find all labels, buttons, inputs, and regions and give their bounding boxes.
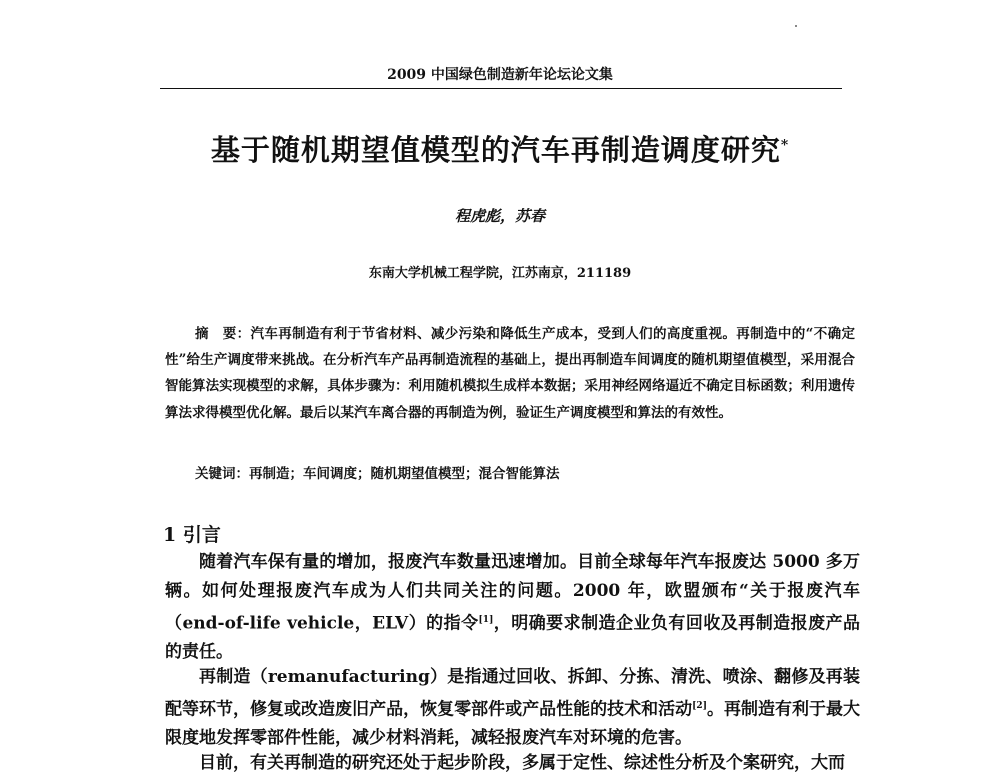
paragraph-text: 再制造（remanufacturing）是指通过回收、拆卸、分拣、清洗、喷涂、翻修及再装配等环节，修复或改造废旧产品，恢复零部件或产品性能的技术和活动 — [165, 667, 860, 720]
abstract-label: 摘 要： — [195, 326, 251, 342]
running-header: 2009 中国绿色制造新年论坛论文集 — [387, 67, 613, 83]
title-text: 基于随机期望值模型的汽车再制造调度研究 — [210, 133, 781, 167]
paragraph — [165, 548, 860, 667]
abstract-text: 汽车再制造有利于节省材料、减少污染和降低生产成本，受到人们的高度重视。再制造中的“不确定性”给生产调度带来挑战。在分析汽车产品再制造流程的基础上，提出再制造车间调度的随机期望值模型，采用混合智能算法实现模型的求解，具体步骤为：利用随机模拟生成样本数据；采用神经网络逼近不确定目标函数；利用遗传算法求得模型优化解。最后以某汽车离合器的再制造为例，验证生产调度模型和算法的有效性。 — [165, 326, 856, 421]
citation: [2] — [692, 700, 707, 711]
abstract — [165, 321, 855, 426]
title-footnote-mark: * — [780, 137, 790, 154]
paragraph-text: 随着汽车保有量的增加，报废汽车数量迅速增加。目前全球每年汽车报废达 5000 多万辆。如何处理报废汽车成为人们共同关注的问题。2000 年，欧盟颁布“关于报废汽车（end-of-life vehicle，ELV）的指令 — [165, 552, 860, 634]
paper-title — [160, 128, 840, 169]
affiliation: 东南大学机械工程学院，江苏南京，211189 — [368, 266, 632, 281]
paragraph — [165, 663, 860, 753]
authors: 程虎彪，苏春 — [454, 207, 545, 225]
header-rule — [160, 88, 842, 89]
citation: [1] — [478, 614, 494, 625]
scan-speck — [795, 25, 797, 27]
paragraph: 目前，有关再制造的研究还处于起步阶段，多属于定性、综述性分析及个案研究，大而 — [199, 753, 845, 773]
keywords — [195, 462, 560, 482]
section-heading: 1 引言 — [163, 524, 221, 546]
keywords-text: 再制造；车间调度；随机期望值模型；混合智能算法 — [249, 466, 560, 482]
paragraph-text: ，明确要求制造企业负有回收及再制造报废产品的责任。 — [165, 613, 860, 663]
keywords-label: 关键词： — [195, 466, 249, 482]
paragraph-text: 。再制造有利于最大限度地发挥零部件性能，减少材料消耗，减轻报废汽车对环境的危害。 — [165, 699, 861, 749]
